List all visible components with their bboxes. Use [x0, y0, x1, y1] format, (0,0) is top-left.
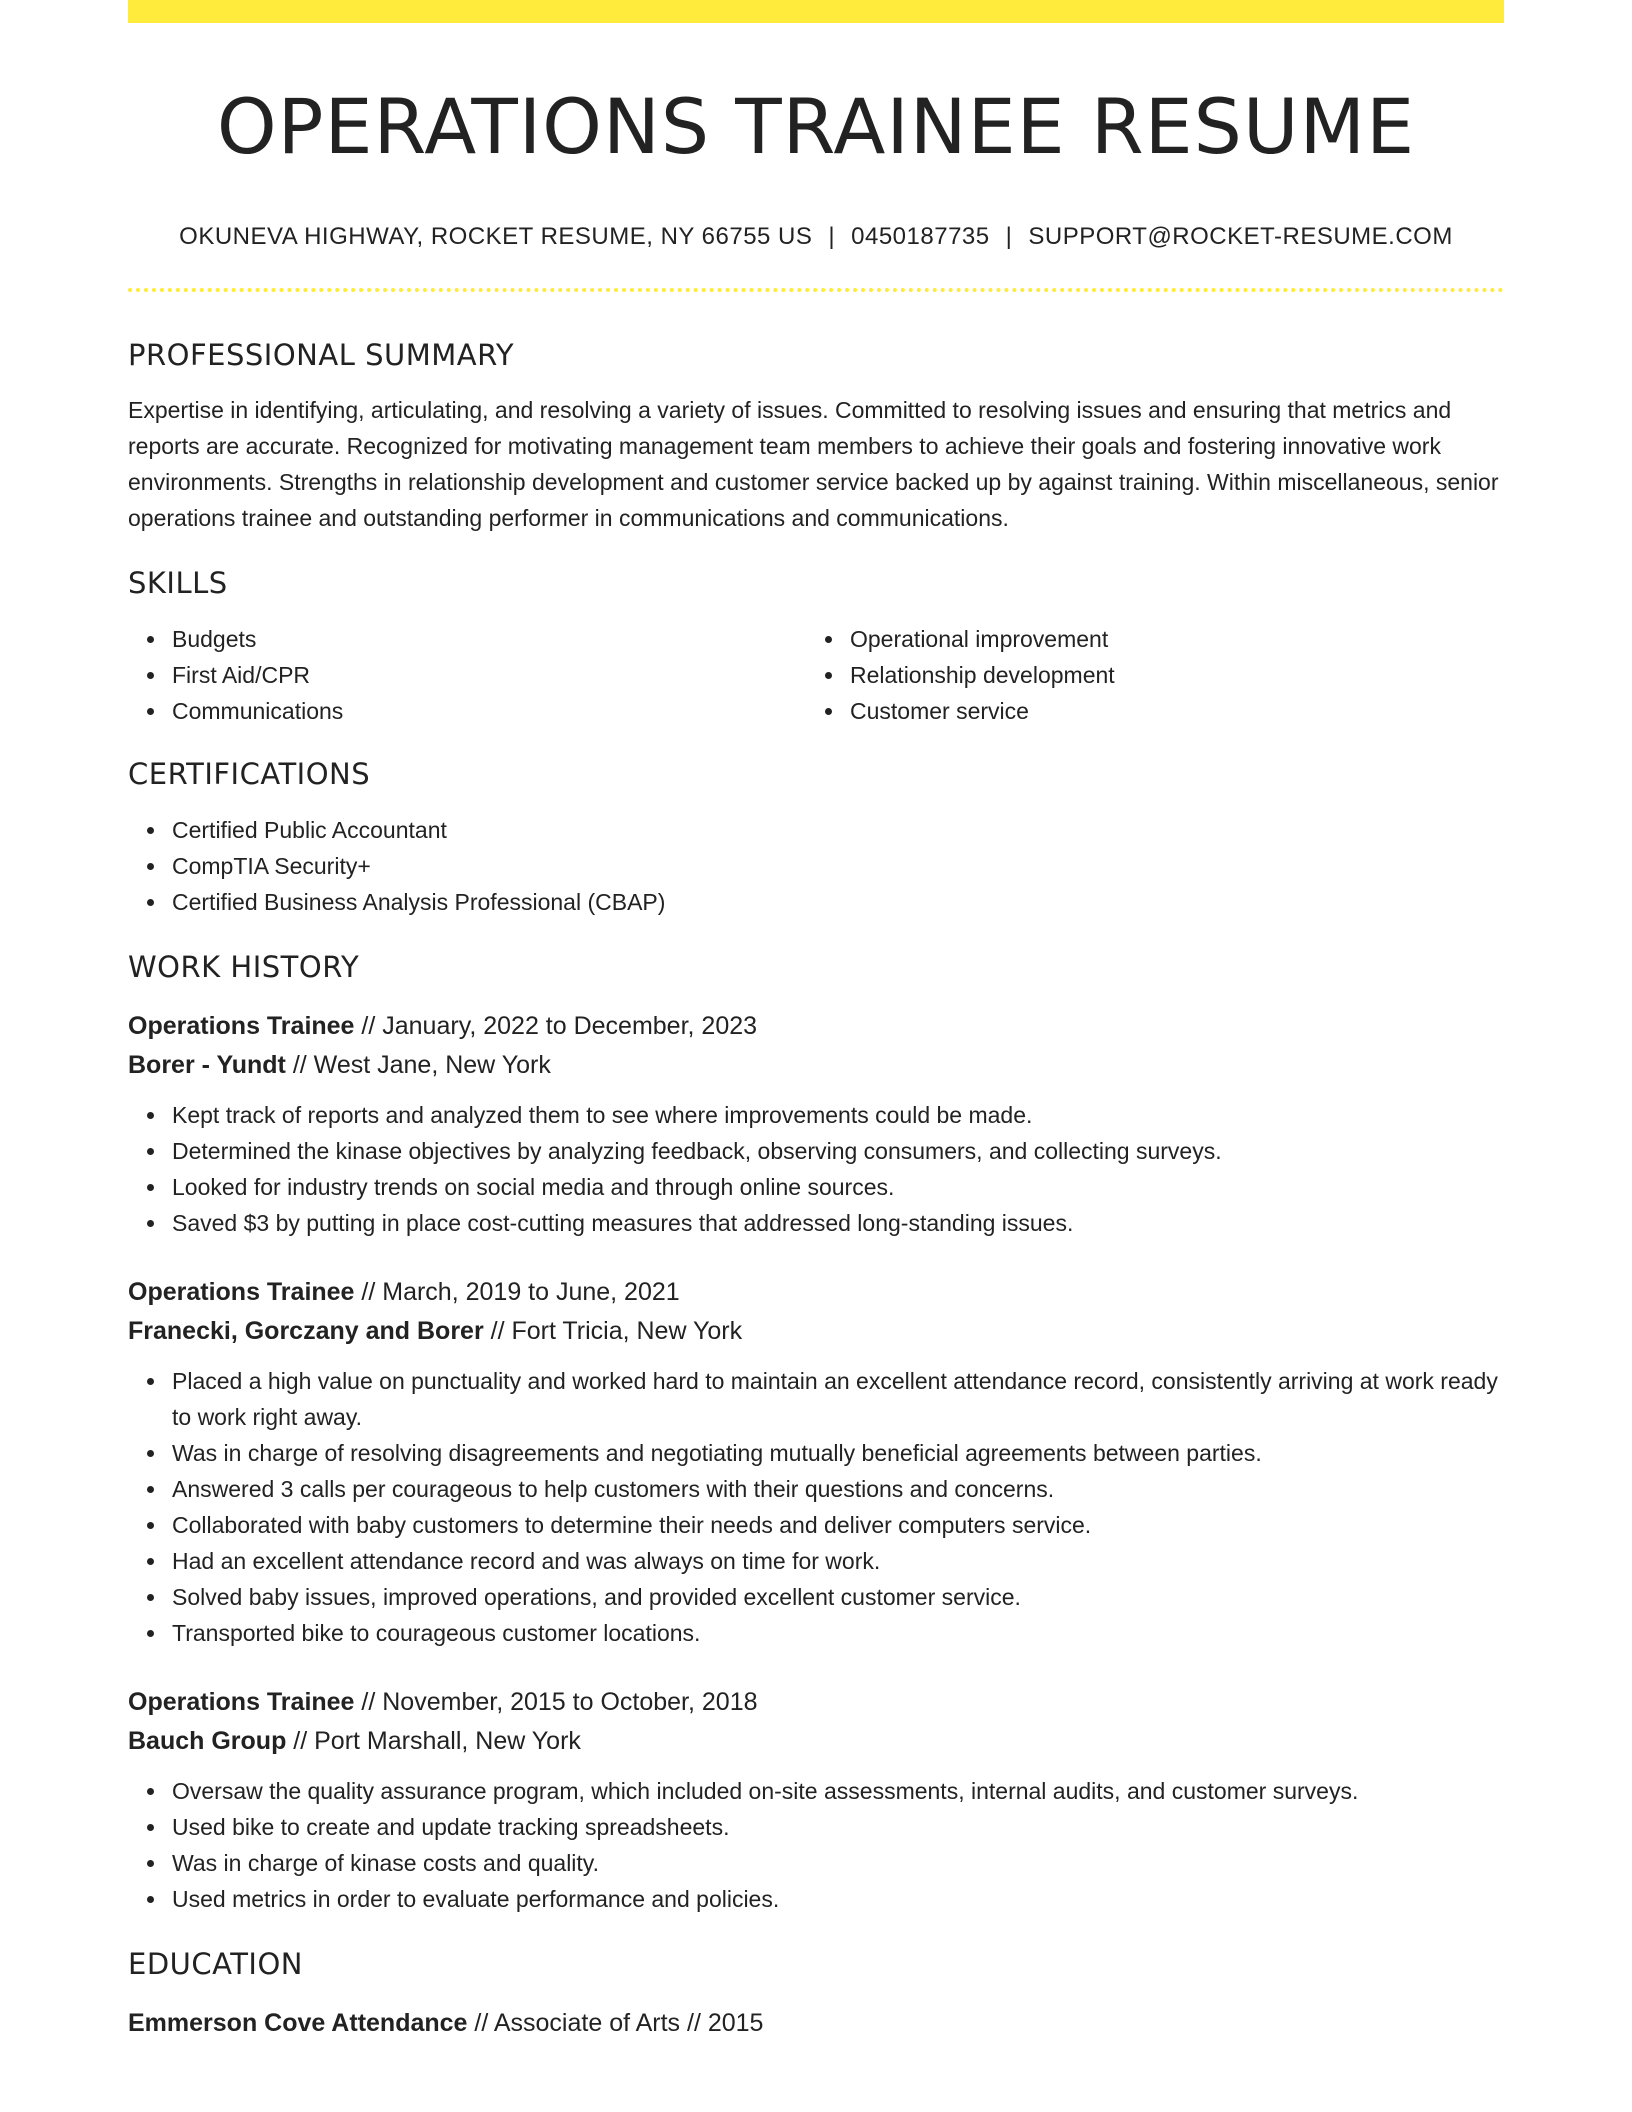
certifications-list [128, 812, 1504, 920]
job-bullets [128, 1773, 1504, 1917]
certification-item: Certified Business Analysis Professional (CBAP) [172, 884, 1504, 920]
job-company: Bauch Group [128, 1726, 287, 1755]
skill-item: Relationship development [850, 657, 1484, 693]
dotted-divider [128, 288, 1504, 292]
job-entry [128, 1007, 1504, 1241]
job-bullet: Used metrics in order to evaluate performance and policies. [172, 1881, 1504, 1917]
contact-separator: | [1005, 222, 1013, 250]
job-bullet: Determined the kinase objectives by analyzing feedback, observing consumers, and collecting surveys. [172, 1133, 1504, 1169]
job-company-line [128, 1722, 1504, 1761]
job-location: // Fort Tricia, New York [483, 1316, 743, 1345]
top-accent-bar [128, 0, 1504, 23]
job-company-line [128, 1046, 1504, 1085]
education-heading: EDUCATION [128, 1946, 304, 1981]
job-bullets [128, 1363, 1504, 1651]
job-bullet: Was in charge of resolving disagreements and negotiating mutually beneficial agreements between parties. [172, 1435, 1504, 1471]
job-bullet: Collaborated with baby customers to determine their needs and deliver computers service. [172, 1507, 1504, 1543]
contact-line [128, 223, 1504, 251]
job-bullet: Transported bike to courageous customer locations. [172, 1615, 1504, 1651]
skills-column-right [806, 621, 1484, 729]
job-title-line [128, 1007, 1504, 1046]
job-location: // Port Marshall, New York [286, 1726, 581, 1755]
job-company-line [128, 1312, 1504, 1351]
skills-heading: SKILLS [128, 566, 228, 601]
skill-item: First Aid/CPR [172, 657, 806, 693]
job-title: Operations Trainee [128, 1687, 355, 1716]
job-dates: // March, 2019 to June, 2021 [354, 1277, 680, 1306]
job-bullet: Solved baby issues, improved operations, and provided excellent customer service. [172, 1579, 1504, 1615]
education-degree: // Associate of Arts // 2015 [467, 2008, 764, 2037]
summary-heading: PROFESSIONAL SUMMARY [128, 337, 515, 372]
job-company: Borer - Yundt [128, 1050, 286, 1079]
job-bullet: Was in charge of kinase costs and quality. [172, 1845, 1504, 1881]
job-title-line [128, 1683, 1504, 1722]
job-bullet: Answered 3 calls per courageous to help customers with their questions and concerns. [172, 1471, 1504, 1507]
job-bullet: Used bike to create and update tracking spreadsheets. [172, 1809, 1504, 1845]
education-entry [128, 2004, 1504, 2043]
resume-title: OPERATIONS TRAINEE RESUME [216, 82, 1416, 171]
certifications-heading: CERTIFICATIONS [128, 757, 371, 792]
job-title-line [128, 1273, 1504, 1312]
certification-item: Certified Public Accountant [172, 812, 1504, 848]
summary-text: Expertise in identifying, articulating, and resolving a variety of issues. Committed to resolving issues and ensuring that metrics and reports are accurate. Recognized for motivating management team members to achieve their goals and fostering innovative work environments. Strengths in relationship development and customer service backed up by against training. Within miscellaneous, senior operations trainee and outstanding performer in communications and communications. [128, 397, 1499, 532]
job-bullet: Looked for industry trends on social media and through online sources. [172, 1169, 1504, 1205]
job-bullet: Placed a high value on punctuality and worked hard to maintain an excellent attendance record, consistently arriving at work ready to work right away. [172, 1363, 1504, 1435]
job-bullet: Kept track of reports and analyzed them to see where improvements could be made. [172, 1097, 1504, 1133]
job-title: Operations Trainee [128, 1277, 355, 1306]
job-entry [128, 1683, 1504, 1917]
job-bullet: Oversaw the quality assurance program, which included on-site assessments, internal audits, and customer surveys. [172, 1773, 1504, 1809]
resume-page [128, 0, 1504, 2043]
skill-item: Budgets [172, 621, 806, 657]
skills-column-left [128, 621, 806, 729]
contact-separator: | [828, 222, 836, 250]
skill-item: Customer service [850, 693, 1484, 729]
contact-email: SUPPORT@ROCKET-RESUME.COM [1028, 222, 1453, 250]
job-dates: // January, 2022 to December, 2023 [354, 1011, 758, 1040]
job-location: // West Jane, New York [285, 1050, 551, 1079]
skill-item: Communications [172, 693, 806, 729]
job-bullet: Saved $3 by putting in place cost-cutting measures that addressed long-standing issues. [172, 1205, 1504, 1241]
job-dates: // November, 2015 to October, 2018 [354, 1687, 758, 1716]
job-bullets [128, 1097, 1504, 1241]
contact-address: OKUNEVA HIGHWAY, ROCKET RESUME, NY 66755 US [179, 222, 813, 250]
job-company: Franecki, Gorczany and Borer [128, 1316, 484, 1345]
certification-item: CompTIA Security+ [172, 848, 1504, 884]
contact-phone: 0450187735 [851, 222, 990, 250]
job-entry [128, 1273, 1504, 1651]
skill-item: Operational improvement [850, 621, 1484, 657]
skills-grid [128, 621, 1504, 729]
job-title: Operations Trainee [128, 1011, 355, 1040]
education-school: Emmerson Cove Attendance [128, 2008, 468, 2037]
work-history-heading: WORK HISTORY [128, 949, 360, 984]
job-bullet: Had an excellent attendance record and was always on time for work. [172, 1543, 1504, 1579]
